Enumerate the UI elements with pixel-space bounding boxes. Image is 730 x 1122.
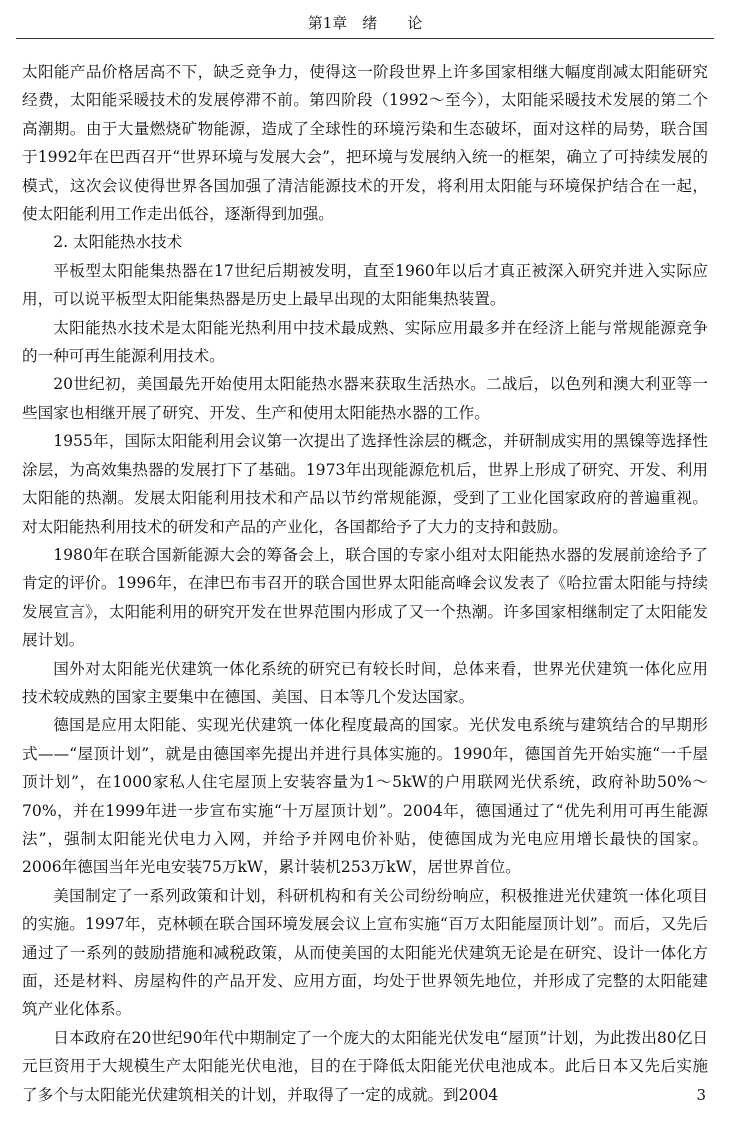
paragraph: 日本政府在20世纪90年代中期制定了一个庞大的太阳能光伏发电“屋顶”计划，为此拨出80亿日元巨资用于大规模生产太阳能光伏电池，目的在于降低太阳能光伏电池成本。此后日本又先后实施了多个与太阳能光伏建筑相关的计划，并取得了一定的成就。到2004 bbox=[22, 1028, 708, 1104]
paragraph: 德国是应用太阳能、实现光伏建筑一体化程度最高的国家。光伏发电系统与建筑结合的早期形式——“屋顶计划”，就是由德国率先提出并进行具体实施的。1990年，德国首先开始实施“一千屋顶计划”，在1000家私人住宅屋顶上安装容量为1～5kW的户用联网光伏系统，政府补助50%～70%，并在1999年进一步宣布实施“十万屋顶计划”。2004年，德国通过了“优先利用可再生能源法”，强制太阳能光伏电力入网，并给予并网电价补贴，使德国成为光电应用增长最快的国家。2006年德国当年光电安装75万kW，累计装机253万kW，居世界首位。 bbox=[22, 716, 708, 877]
paragraph: 平板型太阳能集热器在17世纪后期被发明，直至1960年以后才真正被深入研究并进入实际应用，可以说平板型太阳能集热器是历史上最早出现的太阳能集热装置。 bbox=[22, 261, 708, 309]
paragraph: 1955年，国际太阳能利用会议第一次提出了选择性涂层的概念，并研制成实用的黑镍等选择性涂层，为高效集热器的发展打下了基础。1973年出现能源危机后，世界上形成了研究、开发、利用太阳能的热潮。发展太阳能利用技术和产品以节约常规能源，受到了工业化国家政府的普遍重视。对太阳能热利用技术的研发和产品的产业化，各国都给予了大力的支持和鼓励。 bbox=[22, 432, 708, 536]
page-number: 3 bbox=[696, 1086, 706, 1104]
paragraph: 1980年在联合国新能源大会的筹备会上，联合国的专家小组对太阳能热水器的发展前途给予了肯定的评价。1996年，在津巴布韦召开的联合国世界太阳能高峰会议发表了《哈拉雷太阳能与持续发展宣言》，太阳能利用的研究开发在世界范围内形成了又一个热潮。许多国家相继制定了太阳能发展计划。 bbox=[22, 545, 708, 650]
paragraph: 太阳能产品价格居高不下，缺乏竞争力，使得这一阶段世界上许多国家相继大幅度削减太阳能研究经费，太阳能采暖技术的发展停滞不前。第四阶段（1992～至今），太阳能采暖技术发展的第二个高潮期。由于大量燃烧矿物能源，造成了全球性的环境污染和生态破坏，面对这样的局势，联合国于1992年在巴西召开“世界环境与发展大会”，把环境与发展纳入统一的框架，确立了可持续发展的模式，这次会议使得世界各国加强了清洁能源技术的开发，将利用太阳能与环境保护结合在一起，使太阳能利用工作走出低谷，逐渐得到加强。 bbox=[22, 63, 708, 224]
running-header bbox=[16, 12, 714, 39]
paragraph: 国外对太阳能光伏建筑一体化系统的研究已有较长时间，总体来看，世界光伏建筑一体化应用技术较成熟的国家主要集中在德国、美国、日本等几个发达国家。 bbox=[22, 659, 708, 706]
chapter-number: 第1章 bbox=[307, 14, 348, 32]
paragraph: 美国制定了一系列政策和计划，科研机构和有关公司纷纷响应，积极推进光伏建筑一体化项目的实施。1997年，克林顿在联合国环境发展会议上宣布实施“百万太阳能屋顶计划”。而后，又先后通过了一系列的鼓励措施和减税政策，从而使美国的太阳能光伏建筑无论是在研究、设计一体化方面，还是材料、房屋构件的产品开发、应用方面，均处于世界领先地位，并形成了完整的太阳能建筑产业化体系。 bbox=[22, 886, 708, 1019]
paragraph: 太阳能热水技术是太阳能光热利用中技术最成熟、实际应用最多并在经济上能与常规能源竞争的一种可再生能源利用技术。 bbox=[22, 318, 708, 366]
paragraph: 20世纪初，美国最先开始使用太阳能热水器来获取生活热水。二战后，以色列和澳大利亚等一些国家也相继开展了研究、开发、生产和使用太阳能热水器的工作。 bbox=[22, 375, 708, 422]
page-body bbox=[22, 58, 708, 1109]
section-heading: 2. 太阳能热水技术 bbox=[53, 233, 183, 252]
chapter-title: 绪 论 bbox=[362, 14, 423, 32]
